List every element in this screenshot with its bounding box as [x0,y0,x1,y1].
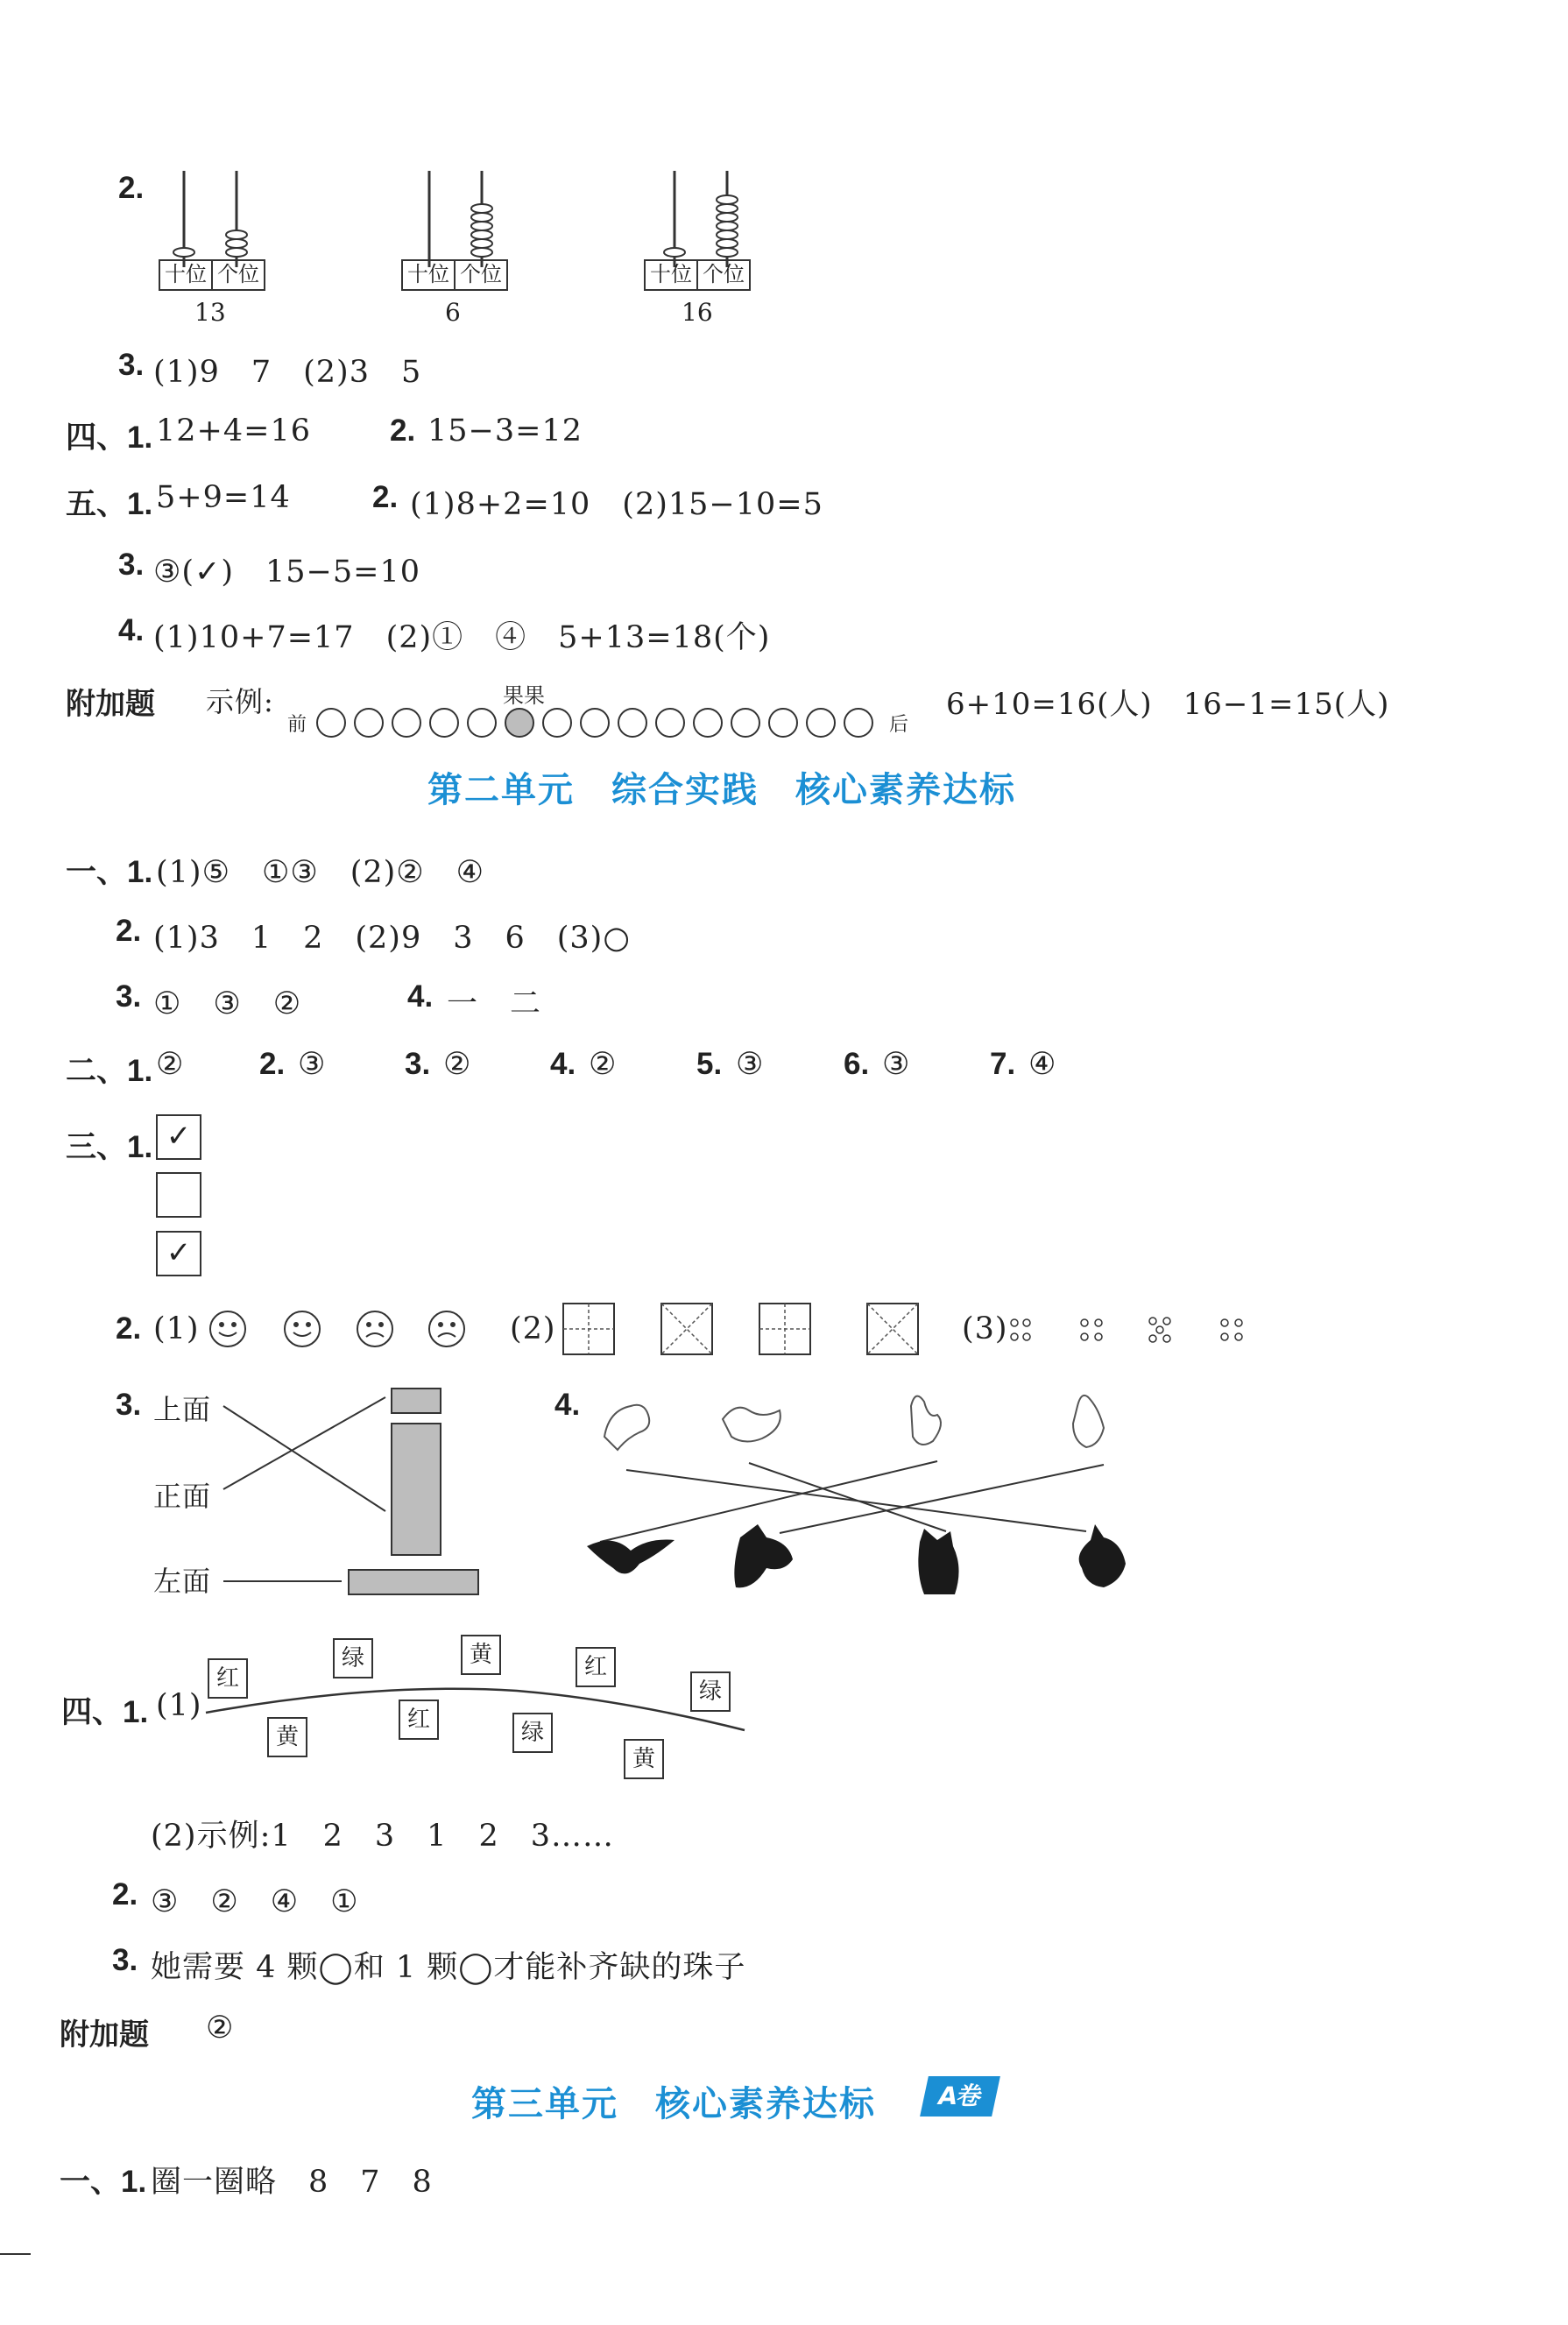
part-label: (1) [153,1311,200,1346]
section-number: 五、1. [66,487,153,521]
answer-text: 15−3=12 [427,413,583,449]
flag-card: 黄 [461,1635,501,1675]
answer-text: ③ [298,1047,327,1082]
answer-text: ③(✓) 15−5=10 [153,555,421,590]
question-number: 2. [116,914,142,948]
question-number: 2. [112,1877,138,1912]
flag-card: 红 [208,1658,248,1699]
question-number: 4. [407,979,434,1014]
abacus-ones-label: 个位 [211,259,265,291]
question-number: 4. [554,1388,581,1422]
flag-card: 黄 [624,1739,664,1779]
question-number: 3. [405,1047,431,1081]
unit-3-title: 第三单元 核心素养达标 [471,2084,876,2124]
bonus-example-label: 示例: [206,685,274,718]
flag-card: 红 [399,1700,439,1740]
section-number: 三、1. [66,1130,153,1164]
unit-2-title: 第二单元 综合实践 核心素养达标 [427,770,1016,810]
question-number: 2. [390,413,416,448]
dot-patterns-row [1007,1314,1270,1349]
question-number: 2. [118,171,145,205]
answer-text: ② [443,1047,472,1082]
answer-text: (2)示例:1 2 3 1 2 3…… [151,1819,614,1854]
answer-text: (1)9 7 (2)3 5 [153,355,422,390]
abacus-number: 6 [445,298,461,327]
abacus-number: 13 [194,298,226,327]
checkbox-empty [156,1172,201,1218]
answer-text: ② [156,1047,185,1082]
answer-text: ① ③ ② [153,986,302,1021]
answer-text: (1)8+2=10 (2)15−10=5 [410,487,823,522]
question-number: 7. [990,1047,1016,1081]
faces-row [206,1307,477,1351]
hand-shadow-matching [578,1384,1156,1612]
question-number: 3. [118,548,145,582]
answer-text: ② [206,2011,235,2046]
abacus-tens-label: 十位 [401,259,456,291]
abacus-ones-label: 个位 [696,259,751,291]
question-number: 3. [116,1388,142,1422]
section-number: 四、1. [61,1695,149,1729]
bonus-label: 附加题 [66,687,155,722]
answer-text: (1)3 1 2 (2)9 3 6 (3)○ [153,921,631,956]
question-number: 2. [116,1311,142,1346]
answer-text: 圈一圈略 8 7 8 [151,2165,433,2200]
question-number: 4. [118,613,145,647]
question-number: 2. [372,480,399,514]
folded-squares-row [561,1301,929,1358]
checkbox-checked: ✓ [156,1231,201,1276]
question-number: 2. [259,1047,286,1081]
question-number: 6. [844,1047,870,1081]
part-label: (2) [510,1311,556,1346]
answer-text: 5+9=14 [156,480,291,515]
view-matching-lines [210,1375,491,1603]
queue-circles [314,705,892,740]
part-label: (3) [962,1311,1008,1346]
answer-text: ③ [882,1047,911,1082]
flag-card: 红 [576,1647,616,1687]
question-number: 3. [118,348,145,382]
question-number: 4. [550,1047,576,1081]
abacus-number: 16 [682,298,713,327]
answer-text: (1)⑤ ①③ (2)② ④ [156,855,485,890]
answer-text: 她需要 4 颗◯和 1 颗◯才能补齐缺的珠子 [151,1950,746,1985]
page-edge-line [0,2253,31,2255]
answer-text: (1)10+7=17 (2)① ④ 5+13=18(个) [153,620,771,655]
flag-card: 绿 [333,1638,373,1678]
answer-text: 12+4=16 [156,413,311,449]
flag-card: 绿 [690,1671,731,1712]
guoguo-label: 果果 [503,683,545,708]
answer-text: ④ [1028,1047,1057,1082]
answer-text: 一 二 [447,986,542,1021]
abacus-tens-label: 十位 [644,259,698,291]
checkbox-checked: ✓ [156,1114,201,1160]
back-label: 后 [889,714,909,736]
abacus-ones-label: 个位 [454,259,508,291]
part-label: (1) [156,1688,202,1723]
question-number: 3. [112,1943,138,1977]
section-number: 一、1. [66,855,153,889]
bonus-label: 附加题 [60,2018,149,2053]
view-top-label: 上面 [153,1393,212,1426]
question-number: 3. [116,979,142,1014]
flag-card: 黄 [267,1717,307,1757]
answer-text: ② [589,1047,618,1082]
bonus-equation: 6+10=16(人) 16−1=15(人) [946,687,1390,722]
a-paper-badge: A卷 [920,2076,1000,2117]
view-front-label: 正面 [153,1480,212,1513]
section-number: 一、1. [60,2165,147,2199]
answer-text: ③ [736,1047,765,1082]
abacus-tens-label: 十位 [159,259,213,291]
section-number: 四、1. [66,420,153,455]
view-left-label: 左面 [153,1565,212,1598]
answer-text: ③ ② ④ ① [151,1884,359,1919]
section-number: 二、1. [66,1054,153,1088]
front-label: 前 [287,714,307,736]
flag-card: 绿 [512,1713,553,1753]
question-number: 5. [696,1047,723,1081]
